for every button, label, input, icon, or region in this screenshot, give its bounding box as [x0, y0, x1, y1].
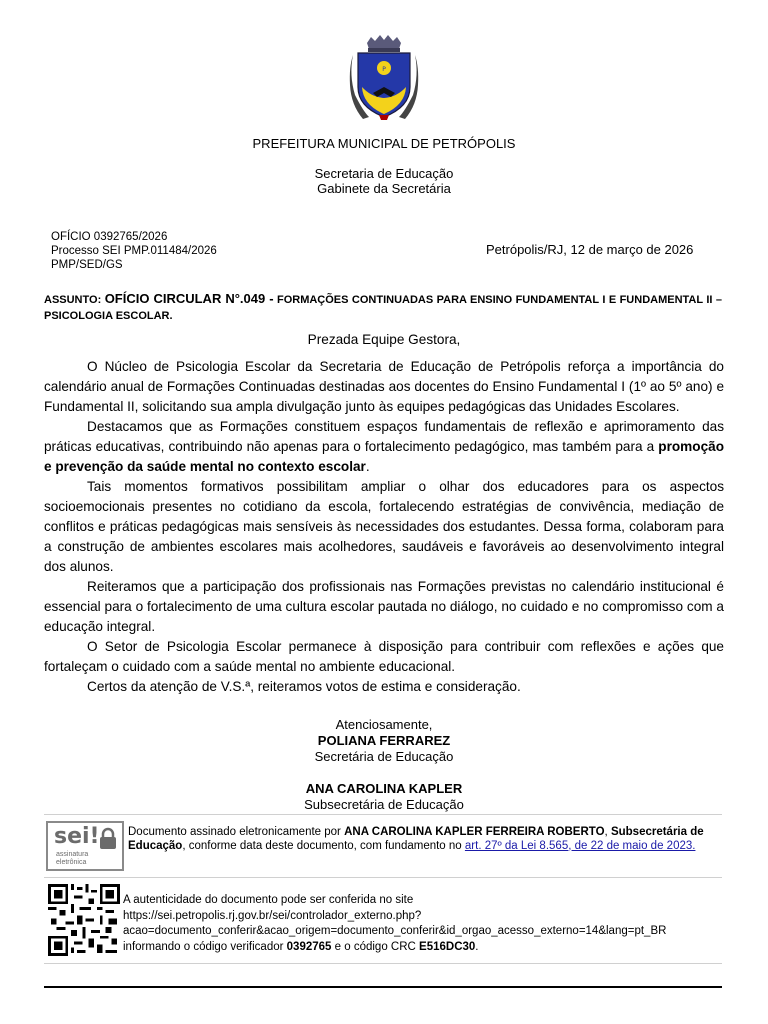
processo-number: Processo SEI PMP.011484/2026	[51, 245, 217, 257]
assunto	[44, 291, 722, 324]
sei-logo	[46, 821, 124, 871]
signer1-name: POLIANA FERRAREZ	[317, 733, 451, 748]
footer-rule	[44, 986, 722, 988]
paragraph-2-start: Destacamos que as Formações constituem espaços fundamentais de reflexão e aprimoramento das práticas educativas, contribuindo não apenas para o fortalecimento pedagógico, mas também para a	[44, 419, 724, 454]
paragraph-2-end: .	[365, 459, 370, 474]
seal-signer: ANA CAROLINA KAPLER FERREIRA ROBERTO	[344, 826, 605, 838]
paragraph-2-bold: promoção e prevenção da saúde mental no contexto escolar	[44, 439, 724, 474]
auth-url-line1: https://sei.petropolis.rj.gov.br/sei/controlador_externo.php?	[123, 909, 422, 922]
signer1-role: Secretária de Educação	[314, 749, 454, 764]
auth-url-line2: acao=documento_conferir&acao_origem=documento_conferir&id_orgao_acesso_externo=14&lang=pt_BR	[123, 925, 667, 937]
assunto-subject: FORMAÇÕES CONTINUADAS PARA ENSINO FUNDAMENTAL I E FUNDAMENTAL II – PSICOLOGIA ESCOLAR.	[44, 294, 722, 322]
coat-of-arms-icon	[349, 35, 419, 121]
oficio-number: OFÍCIO 0392765/2026	[51, 231, 168, 243]
assunto-title: OFÍCIO CIRCULAR N°.049 -	[104, 291, 274, 306]
prefeitura-title: PREFEITURA MUNICIPAL DE PETRÓPOLIS	[252, 136, 516, 151]
divider-2	[44, 877, 722, 878]
paragraph-4: Reiteramos que a participação dos profissionais nas Formações previstas no calendário institucional é essencial para o fortalecimento de uma cultura escolar pautada no diálogo, no cuidado e no compromisso com a educação integral.	[44, 579, 724, 634]
auth-codes	[123, 940, 733, 956]
divider	[44, 814, 722, 815]
paragraph-2	[44, 417, 724, 477]
auth-line4-mid: e o código CRC	[334, 940, 416, 953]
signer2-role: Subsecretária de Educação	[304, 797, 464, 812]
signature-notice	[128, 826, 718, 853]
gabinete-title: Gabinete da Secretária	[317, 181, 451, 196]
law-link[interactable]: art. 27º da Lei 8.565, de 22 de maio de 2023.	[464, 839, 696, 852]
letter-body	[44, 357, 724, 697]
greeting: Prezada Equipe Gestora,	[307, 332, 461, 347]
assunto-label: ASSUNTO:	[44, 294, 102, 306]
paragraph-6: Certos da atenção de V.S.ª, reiteramos votos de estima e consideração.	[87, 679, 521, 694]
verifier-code: 0392765	[286, 940, 332, 953]
seal-role: Subsecretária de Educação	[128, 826, 704, 852]
divider-3	[44, 963, 722, 964]
sei-logo-sub2: eletrônica	[56, 859, 87, 866]
auth-line4-end: .	[475, 940, 479, 953]
paragraph-5: O Setor de Psicologia Escolar permanece à disposição para contribuir com reflexões e ações que fortaleçam o cuidado com a saúde mental no ambiente educacional.	[44, 639, 724, 674]
sei-logo-text: sei!	[54, 824, 100, 849]
crc-code: E516DC30	[419, 940, 476, 953]
secretaria-title: Secretaria de Educação	[314, 166, 454, 181]
seal-text3: , conforme data deste documento, com fundamento no	[182, 839, 462, 852]
salutation: Atenciosamente,	[335, 717, 433, 732]
padlock-icon	[98, 827, 118, 851]
auth-line1: A autenticidade do documento pode ser conferida no site	[123, 894, 414, 906]
paragraph-3: Tais momentos formativos possibilitam ampliar o olhar dos educadores para os aspectos socioemocionais presentes no cotidiano da escola, fortalecendo estratégias de convivência, mediação de conflitos e práticas pedagógicas mais sensíveis às necessidades dos estudantes. Dessa forma, colaboram para a construção de ambientes escolares mais acolhedores, saudáveis e favoráveis ao desenvolvimento integral dos alunos.	[44, 479, 724, 574]
sei-logo-sub1: assinatura	[56, 851, 89, 858]
seal-text2: ,	[604, 826, 608, 838]
qr-code-icon	[46, 884, 122, 956]
document-meta	[51, 230, 217, 272]
signature-block	[0, 717, 768, 813]
date-line: Petrópolis/RJ, 12 de março de 2026	[486, 242, 694, 257]
svg-text:P: P	[382, 66, 386, 73]
paragraph-1: O Núcleo de Psicologia Escolar da Secretaria de Educação de Petrópolis reforça a importância do calendário anual de Formações Continuadas destinadas aos docentes do Ensino Fundamental I (1º ao 5º ano) e Fundamental II, solicitando sua ampla divulgação junto às equipes pedagógicas das Unidades Escolares.	[44, 359, 724, 414]
seal-text1: Documento assinado eletronicamente por	[128, 826, 341, 838]
authenticity-notice	[123, 893, 733, 955]
auth-line4-start: informando o código verificador	[123, 940, 284, 953]
signer2-name: ANA CAROLINA KAPLER	[305, 781, 463, 796]
setor: PMP/SED/GS	[51, 259, 123, 271]
